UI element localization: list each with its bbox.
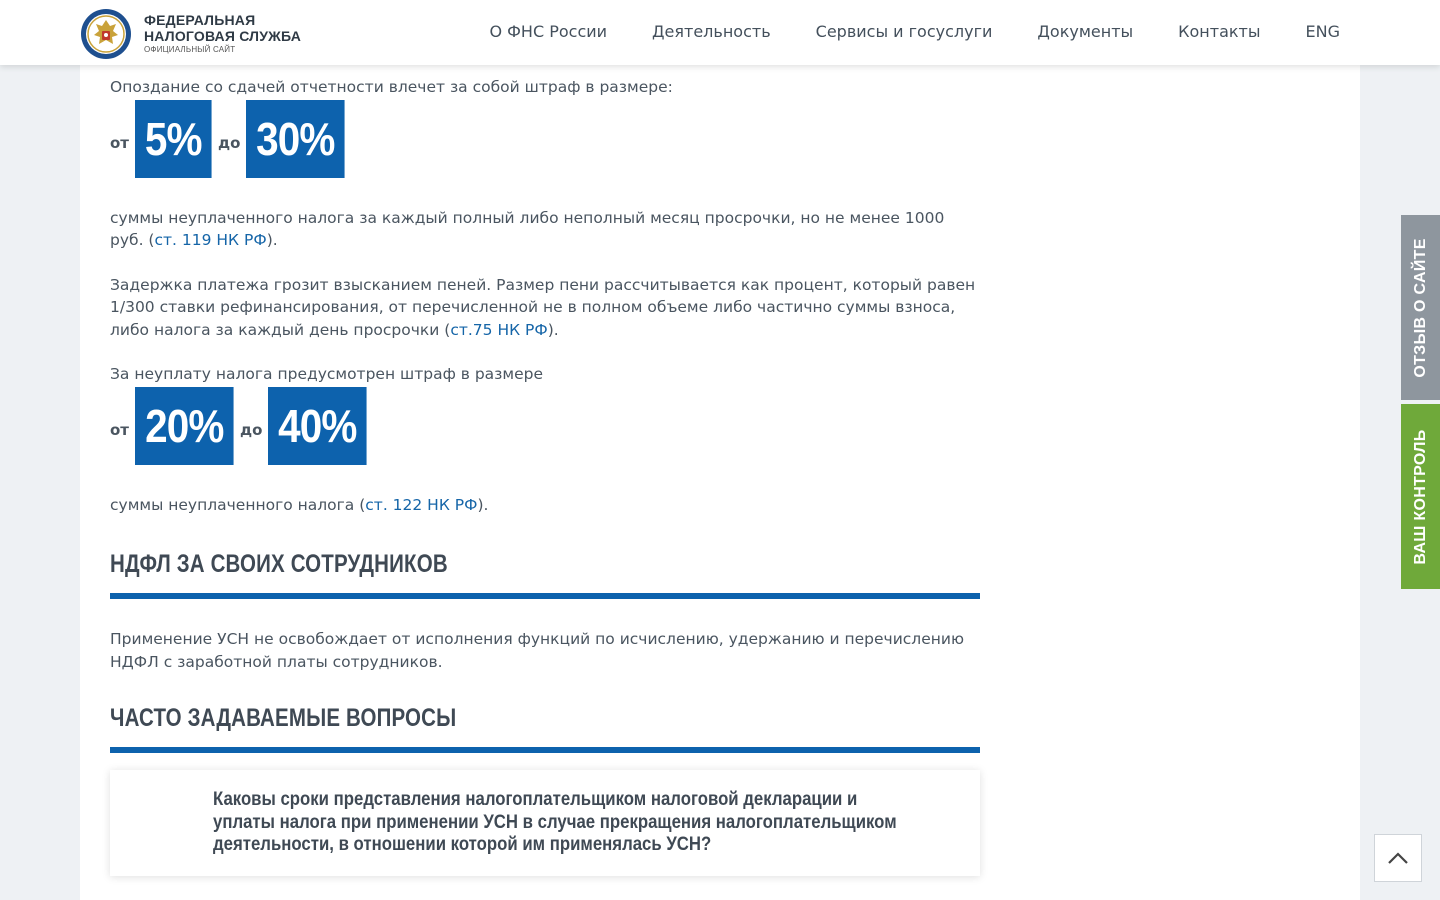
feedback-tab[interactable] (1401, 215, 1440, 400)
fns-emblem-icon (80, 8, 132, 60)
your-control-tab[interactable] (1401, 404, 1440, 589)
from-word: от (110, 420, 129, 439)
nav-english[interactable]: ENG (1305, 22, 1340, 41)
article-119-link[interactable]: ст. 119 НК РФ (154, 231, 267, 249)
your-control-tab-label: ВАШ КОНТРОЛЬ (1411, 428, 1429, 565)
chevron-up-icon (1387, 851, 1409, 865)
fine2-description: суммы неуплаченного налога (ст. 122 НК РФ). (110, 495, 489, 514)
logo-title-line2: НАЛОГОВАЯ СЛУЖБА (144, 28, 302, 44)
article-122-link[interactable]: ст. 122 НК РФ (365, 495, 478, 514)
article-content (110, 76, 980, 753)
fine-range-1 (110, 100, 980, 178)
logo-title-line1: ФЕДЕРАЛЬНАЯ (144, 12, 256, 28)
fine1-to-box: 30% (246, 100, 345, 178)
fine1-from-box: 5% (135, 100, 212, 178)
nav-documents[interactable]: Документы (1037, 22, 1134, 41)
nav-about[interactable]: О ФНС России (489, 22, 608, 41)
ndfl-heading: НДФЛ ЗА СВОИХ СОТРУДНИКОВ (110, 550, 448, 578)
fine2-from-box: 20% (135, 387, 234, 465)
ndfl-text: Применение УСН не освобождает от исполнения функций по исчислению, удержанию и перечислению НДФЛ с заработной платы сотрудников. (110, 630, 965, 671)
late-filing-text: Опоздание со сдачей отчетности влечет за собой штраф в размере: (110, 78, 673, 96)
to-word: до (218, 133, 241, 152)
faq-item[interactable] (110, 770, 980, 876)
fine2-to-box: 40% (268, 387, 367, 465)
nav-activity[interactable]: Деятельность (652, 22, 771, 41)
ndfl-heading-underline (110, 593, 980, 599)
faq-question: Каковы сроки представления налогоплательщиком налоговой декларации и уплаты налога при применении УСН в случае прекращения налогоплательщиком деятельности, в отношении которой им применялась УСН? (213, 788, 897, 855)
scroll-to-top-button[interactable] (1374, 834, 1422, 882)
fine-range-2 (110, 387, 980, 465)
fine1-description: суммы неуплаченного налога за каждый полный либо неполный месяц просрочки, но не менее 1000 руб. (ст. 119 НК РФ). (110, 208, 945, 249)
article-75-link[interactable]: ст.75 НК РФ (450, 320, 548, 339)
nav-contacts[interactable]: Контакты (1178, 22, 1261, 41)
to-word: до (240, 420, 263, 439)
feedback-tab-label: ОТЗЫВ О САЙТЕ (1411, 237, 1429, 378)
site-logo[interactable] (80, 8, 301, 60)
site-header (0, 0, 1440, 65)
main-nav (489, 22, 1340, 41)
faq-heading-underline (110, 747, 980, 753)
from-word: от (110, 133, 129, 152)
nav-services[interactable]: Сервисы и госуслуги (815, 22, 993, 41)
faq-heading: ЧАСТО ЗАДАВАЕМЫЕ ВОПРОСЫ (110, 704, 457, 732)
penalty-text: Задержка платежа грозит взысканием пеней. Размер пени рассчитывается как процент, который равен 1/300 ставки рефинансирования, от перечисленной не в полном объеме либо частично суммы взноса, либо налога за каждый день просрочки (ст.75 НК РФ). (110, 275, 976, 339)
logo-subtitle: ОФИЦИАЛЬНЫЙ САЙТ (144, 45, 236, 54)
nonpayment-text: За неуплату налога предусмотрен штраф в размере (110, 365, 544, 383)
